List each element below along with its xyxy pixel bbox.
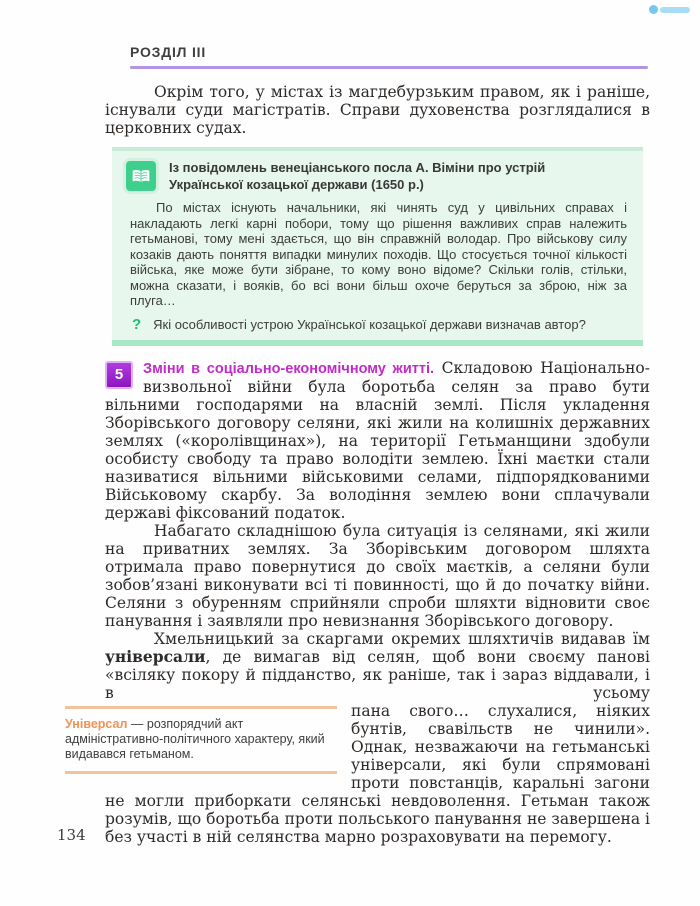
- source-text: По містах існують начальники, які чинять суд у цивільних справах і накладають легкі карні побори, тому що рішення важливих справ належить гетьманові, тому мені здається, що він справжній володар. Про військову силу козаків дають поняття випадки минулих походів. Що стосується точної кількості війська, яке може бути зібране, то кому воно відоме? Скільки голів, стільки, можна сказати, і вояків, бо всі вони більш охоче беруться за зброю, ніж за плуга…: [130, 200, 627, 308]
- page-header: [105, 44, 650, 69]
- publisher-watermark-icon: [649, 5, 690, 14]
- definition-box: [65, 706, 337, 774]
- section-lead-text: Складовою Національно-визвольної війни була боротьба селян за право бути вільними господарями на власній землі. Після укладення Зборівського договору селяни, які жили на колишніх державних землях («королівщинах»), на території Гетьманщини здобули особисту свободу та право володіти землею. Їхні маєтки стали називатися вільними військовими селами, підпорядкованими Військовому скарбу. За володіння землею вони сплачували державі фіксований податок.: [105, 358, 650, 522]
- universals-text-after-term: , де вимагав від селян, щоб вони своєму панові «всіляку покору й підданство, як раніше, так і зараз віддавали, і в усьому: [105, 647, 650, 702]
- section-title: Зміни в соціально-економічному житті.: [143, 360, 434, 377]
- source-question: Які особливості устрою Української козацької держави визначав автор?: [153, 316, 586, 332]
- paragraph-universals-start: [105, 630, 650, 702]
- definition-text: — розпорядчий акт адміністративно-політичного характеру, який видавався гетьманом.: [65, 716, 325, 761]
- open-book-icon: [126, 161, 156, 191]
- page-number: 134: [57, 826, 86, 844]
- source-title: Із повідомлень венеціанського посла А. Віміни про устрій Української козацької держави (1650 р.): [169, 160, 546, 192]
- watermark-text-bar: [660, 7, 690, 13]
- universals-text-before-term: Хмельницький за скаргами окремих шляхтичів видавав їм: [154, 629, 650, 648]
- source-box: [112, 147, 643, 346]
- universals-term: універсали: [105, 646, 206, 666]
- universals-text-rest: пана свого… слухалися, ніяких бунтів, свавільств не чинили». Однак, незважаючи на гетьманські універсали, які були спрямовані проти повстанців, каральні загони не могли приборкати селянські невдоволення. Гетьман також розумів, що боротьба проти польського панування не завершена і без участі в ній селянства марно розраховувати на перемогу.: [105, 701, 650, 846]
- chapter-heading: РОЗДІЛ III: [130, 44, 207, 60]
- source-box-header: [124, 159, 627, 193]
- definition-term: Універсал: [65, 716, 128, 731]
- section-number-wrap: [105, 359, 143, 393]
- section-5-paragraph: [105, 359, 650, 522]
- paragraph-courts: Окрім того, у містах із магдебурзьким правом, як і раніше, існували суди магістратів. Справи духовенства розглядалися в церковних судах.: [105, 83, 650, 137]
- question-mark-icon: ?: [132, 315, 142, 333]
- section-number-badge: 5: [105, 361, 133, 389]
- paragraph-private-lands: Набагато складнішою була ситуація із селянами, які жили на приватних землях. За Зборівським договором шляхта отримала право повернутися до своїх маєтків, а селяни були зобов’язані виконувати всі ті повинності, що й до початку війни. Селяни з обуренням сприйняли спроби шляхти відновити своє панування і заявляли про невизнання Зборівського договору.: [105, 521, 650, 630]
- watermark-circle-icon: [649, 5, 658, 14]
- chapter-divider: [130, 66, 648, 69]
- source-question-row: [132, 316, 627, 333]
